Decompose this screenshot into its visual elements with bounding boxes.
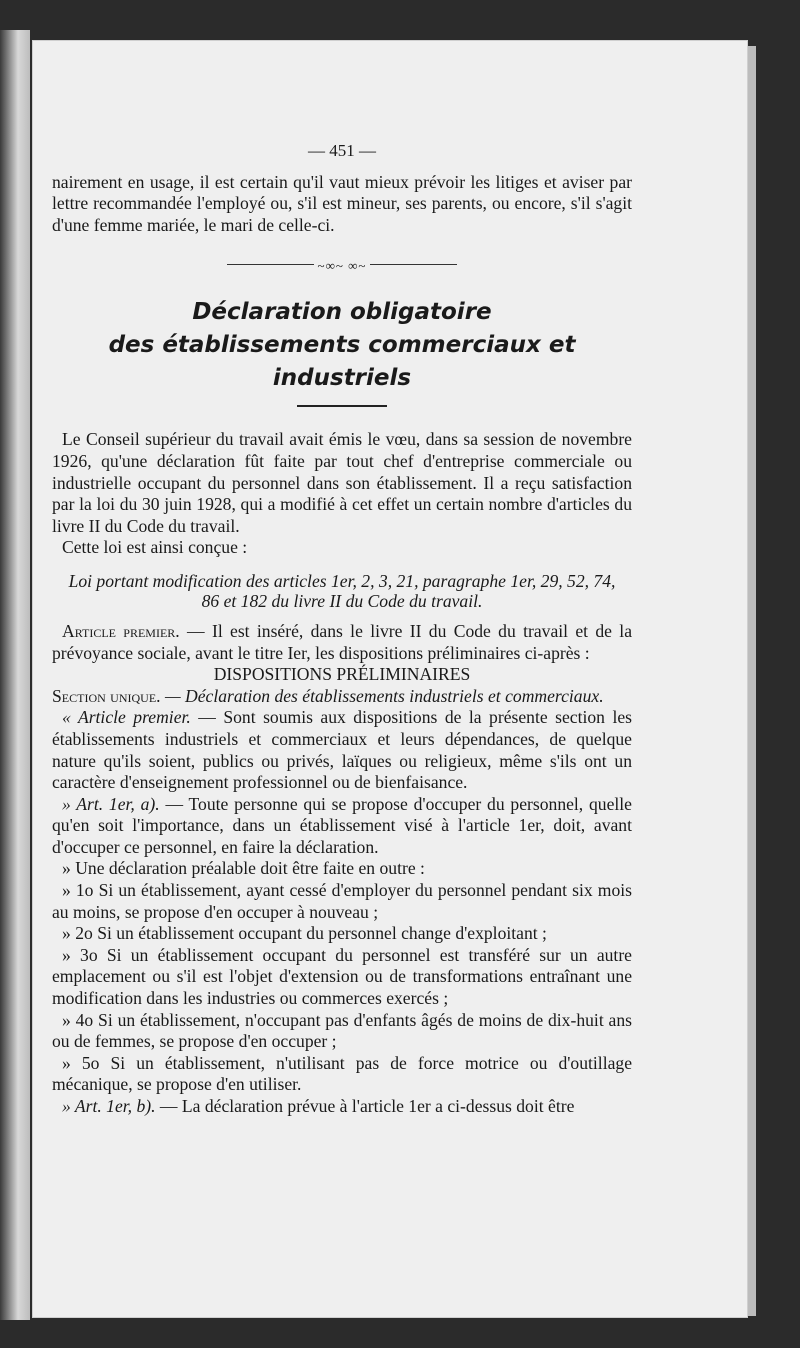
art-1a-text: — Toute personne qui se propose d'occuper du personnel, quelle qu'en soit l'importance, dans un établissement visé à l'article 1er, doit, avant d'occuper ce personnel, en faire la déclaration. xyxy=(52,793,632,857)
intro-paragraph: nairement en usage, il est certain qu'il vaut mieux prévoir les litiges et aviser par lettre recommandée l'employé ou, s'il est mineur, ses parents, ou encore, s'il s'agit d'une femme mariée, le mari de celle-ci. xyxy=(52,171,632,235)
title-line-2: des établissements commerciaux et industriels xyxy=(108,332,576,392)
title-line-1: Déclaration obligatoire xyxy=(192,299,492,326)
list-item-4: » 4o Si un établissement, n'occupant pas d'enfants âgés de moins de dix-huit ans ou de femmes, se propose d'en occuper ; xyxy=(52,1009,632,1052)
page-content xyxy=(52,140,632,1118)
list-item-1: » 1o Si un établissement, ayant cessé d'employer du personnel pendant six mois au moins, se propose d'en occuper à nouveau ; xyxy=(52,880,632,922)
page-edge xyxy=(748,46,756,1316)
art-premier xyxy=(52,707,632,793)
law-caption xyxy=(52,571,632,611)
section-label: Section unique. xyxy=(52,685,161,706)
ornament-divider xyxy=(52,254,632,274)
section-unique xyxy=(52,686,632,708)
article-premier xyxy=(52,621,632,664)
art-1b xyxy=(52,1096,632,1118)
art-1b-label: » Art. 1er, b). xyxy=(62,1096,156,1116)
facing-page-edge xyxy=(0,30,30,1320)
section-text: — Déclaration des établissements industriels et commerciaux. xyxy=(160,685,604,706)
dispositions-heading: DISPOSITIONS PRÉLIMINAIRES xyxy=(213,664,471,685)
list-item-5: » 5o Si un établissement, n'utilisant pas de force motrice ou d'outillage mécanique, se propose d'en utiliser. xyxy=(52,1052,632,1095)
art-1a xyxy=(52,794,632,859)
section-title xyxy=(52,296,632,395)
art-1b-text: — La déclaration prévue à l'article 1er a ci-dessus doit être xyxy=(155,1096,575,1116)
law-caption-line-2: 86 et 182 du livre II du Code du travail. xyxy=(201,590,483,611)
paragraph-conseil: Le Conseil supérieur du travail avait émis le vœu, dans sa session de novembre 1926, qu'une déclaration fût faite par tout chef d'entreprise commerciale ou industrielle occupant du personnel dans son établissement. Il a reçu satisfaction par la loi du 30 juin 1928, qui a modifié à cet effet un certain nombre d'articles du livre II du Code du travail. xyxy=(52,429,632,536)
prealable: » Une déclaration préalable doit être faite en outre : xyxy=(62,858,425,879)
list-item-2: » 2o Si un établissement occupant du personnel change d'exploitant ; xyxy=(62,923,547,944)
title-rule xyxy=(297,405,387,407)
article-text: — Il est inséré, dans le livre II du Code du travail et de la prévoyance sociale, avant le titre Ier, les dispositions préliminaires ci-après : xyxy=(52,620,632,663)
art-premier-text: — Sont soumis aux dispositions de la présente section les établissements industriels et commerciaux et leurs dépendances, de quelque nature qu'ils soient, publics ou privés, laïques ou religieux, même s'ils ont un caractère d'enseignement professionnel ou de bienfaisance. xyxy=(52,707,632,793)
law-caption-line-1: Loi portant modification des articles 1er, 2, 3, 21, paragraphe 1er, 29, 52, 74, xyxy=(68,570,616,591)
page-number: — 451 — xyxy=(308,141,376,160)
article-label: Article premier. xyxy=(62,620,180,641)
paragraph-loi: Cette loi est ainsi conçue : xyxy=(62,537,248,558)
ornament-flourish: ~∞~ ∞~ xyxy=(314,255,371,277)
list-item-3: » 3o Si un établissement occupant du personnel est transféré sur un autre emplacement ou s'il est l'objet d'extension ou de transformations entraînant une modification dans les industries ou commerces exercés ; xyxy=(52,944,632,1009)
art-1a-label: » Art. 1er, a). xyxy=(62,793,160,814)
art-premier-label: « Article premier. xyxy=(62,707,191,728)
